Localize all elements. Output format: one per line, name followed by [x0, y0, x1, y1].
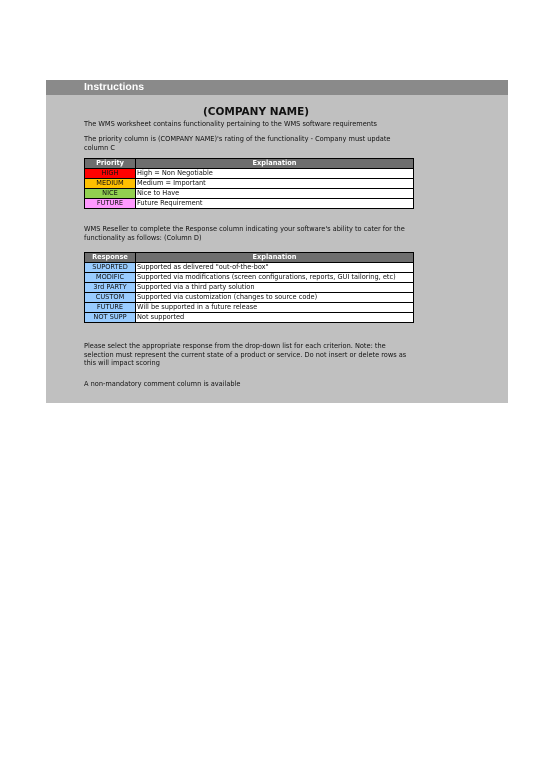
- intro-text: The WMS worksheet contains functionality pertaining to the WMS software requirements: [84, 120, 377, 128]
- table-row: [85, 179, 414, 189]
- table-row: [85, 303, 414, 313]
- response-code-cell[interactable]: MODIFIC: [85, 273, 136, 283]
- priority-note: The priority column is (COMPANY NAME)'s rating of the functionality - Company must update column C: [84, 135, 391, 152]
- explanation-header: Explanation: [136, 159, 414, 169]
- company-name: (COMPANY NAME): [202, 106, 310, 118]
- response-code-cell[interactable]: NOT SUPP: [85, 313, 136, 323]
- response-code-cell[interactable]: FUTURE: [85, 303, 136, 313]
- table-row: [85, 283, 414, 293]
- response-explanation-cell: Supported via a third party solution: [136, 283, 414, 293]
- priority-header: Priority: [85, 159, 136, 169]
- priority-explanation-cell: Future Requirement: [136, 199, 414, 209]
- response-note: WMS Reseller to complete the Response column indicating your software's ability to cater for the functionality as follows: (Column D): [84, 225, 405, 242]
- explanation-header: Explanation: [136, 253, 414, 263]
- priority-code-cell[interactable]: HIGH: [85, 169, 136, 179]
- response-code-cell[interactable]: CUSTOM: [85, 293, 136, 303]
- response-table: [84, 252, 414, 323]
- priority-table: [84, 158, 414, 209]
- table-row: [85, 263, 414, 273]
- response-explanation-cell: Supported as delivered "out-of-the-box": [136, 263, 414, 273]
- comment-note: A non-mandatory comment column is available: [84, 380, 241, 388]
- priority-explanation-cell: Nice to Have: [136, 189, 414, 199]
- table-row: [85, 273, 414, 283]
- priority-code-cell[interactable]: MEDIUM: [85, 179, 136, 189]
- response-explanation-cell: Supported via customization (changes to source code): [136, 293, 414, 303]
- response-header: Response: [85, 253, 136, 263]
- instructions-sheet: [46, 80, 508, 403]
- sheet-header-bar: [46, 80, 508, 95]
- response-code-cell[interactable]: SUPORTED: [85, 263, 136, 273]
- table-row: [85, 199, 414, 209]
- response-code-cell[interactable]: 3rd PARTY: [85, 283, 136, 293]
- select-note: Please select the appropriate response from the drop-down list for each criterion. Note: the selection must represent the current state of a product or service. Do not insert or delete rows as this will impact scoring: [84, 342, 407, 367]
- response-explanation-cell: Not supported: [136, 313, 414, 323]
- table-row: [85, 293, 414, 303]
- priority-code-cell[interactable]: NICE: [85, 189, 136, 199]
- priority-explanation-cell: High = Non Negotiable: [136, 169, 414, 179]
- table-row: [85, 169, 414, 179]
- sheet-title: Instructions: [84, 81, 145, 93]
- priority-code-cell[interactable]: FUTURE: [85, 199, 136, 209]
- response-explanation-cell: Will be supported in a future release: [136, 303, 414, 313]
- priority-explanation-cell: Medium = Important: [136, 179, 414, 189]
- response-explanation-cell: Supported via modifications (screen configurations, reports, GUI tailoring, etc): [136, 273, 414, 283]
- table-row: [85, 189, 414, 199]
- table-row: [85, 313, 414, 323]
